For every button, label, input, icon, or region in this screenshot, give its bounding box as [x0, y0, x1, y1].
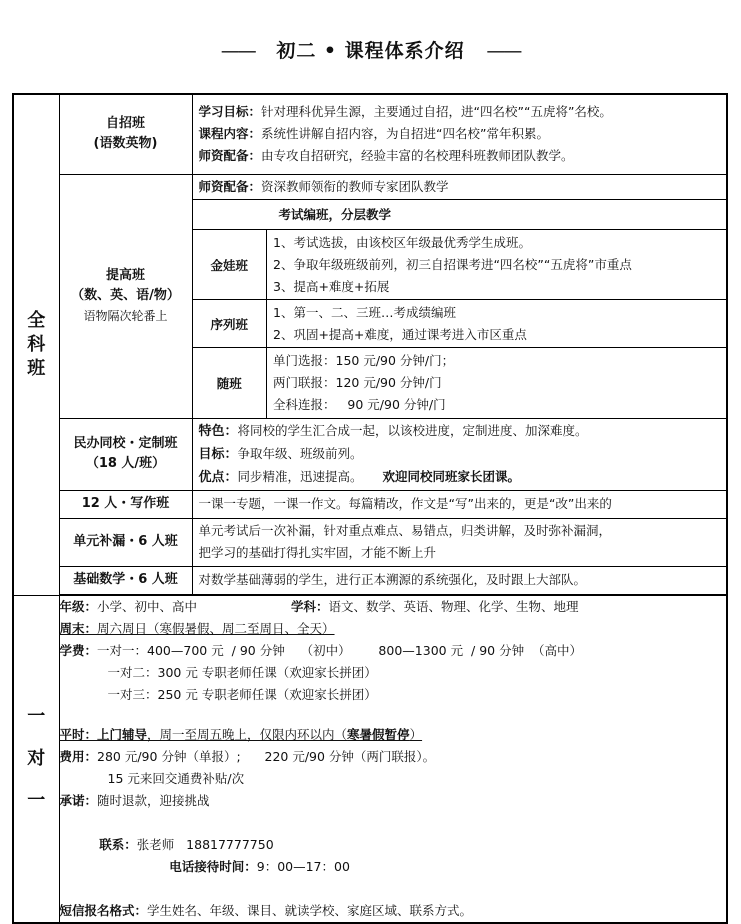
class-jichu: 基础数学・6 人班: [59, 566, 192, 595]
section-full: 全 科 班: [13, 94, 59, 595]
course-table: [12, 93, 728, 924]
title-dash-right: ——: [486, 40, 521, 62]
zizhao-details: 学习目标：针对理科优异生源，主要通过自招，进“四名校”“五虎将”名校。 课程内容：系统性讲解自招内容，为自招进“四名校”常年积累。 师资配备：由专攻自招研究，经验丰富的名校理科班教师团队教学。: [192, 94, 727, 174]
page-title: [0, 36, 741, 63]
danyuan-details: 单元考试后一次补漏，针对重点难点、易错点，归类讲解，及时弥补漏洞， 把学习的基础打得扎实牢固，才能不断上升: [192, 518, 727, 566]
class-zizhao: 自招班 (语数英物): [59, 94, 192, 174]
exam-line: 考试编班，分层教学: [278, 206, 392, 222]
class-danyuan: 单元补漏・6 人班: [59, 518, 192, 566]
tigao-details: 师资配备：资深教师领衔的教师专家团队教学 考试编班，分层教学 金娃班 1、考试选拔，由该校区年级最优秀学生成班。 2、争取年级班级前列，初三自招课考进“四名校”“五虎将”市重点 3、提高+难度+拓展 序列班 1、第一、二、三班…考成绩编班 2、巩固+提高+难度，通过课考进入市区重点 随班 单门选报：150 元/90 分钟/门； 两门联报：120 元/90 分钟/门 全科连报： 90 元/90 分钟/门: [192, 174, 727, 418]
title-dash-left: ——: [220, 40, 255, 62]
title-text: 初二 • 课程体系介绍: [276, 40, 465, 62]
minban-details: 特色：将同校的学生汇合成一起，以该校进度，定制进度、加深难度。 目标：争取年级、班级前列。 优点：同步精准，迅速提高。 欢迎同校同班家长团课。: [192, 418, 727, 490]
one-on-one-details: 年级：小学、初中、高中 学科：语文、数学、英语、物理、化学、生物、地理 周末：周六周日（寒假暑假、周二至周日、全天） 学费：一对一：400—700 元 / 90 分钟 （初中） 800—1300 元 / 90 分钟 （高中） 一对二：300 元 专职老师任课（欢迎家长拼团） 一对三：250 元 专职老师任课（欢迎家长拼团） 平时：上门辅导，周一至周五晚上，仅限内环以内（寒暑假暂停） 费用：280 元/90 分钟（单报）; 220 元/90 分钟（两门联报）。 15 元来回交通费补贴/次 承诺：随时退款，迎接挑战 联系：张老师 18817777750 电话接待时间：9：00—17：00 短信报名格式：学生姓名、年级、课目、就读学校、家庭区域、联系方式。: [59, 595, 727, 923]
subclass-xulie: 序列班: [193, 300, 267, 348]
subclass-jinwa: 金娃班: [193, 230, 267, 300]
xiezuo-details: 一课一专题，一课一作文。每篇精改，作文是“写”出来的，更是“改”出来的: [192, 490, 727, 518]
section-one-on-one: 一 对 一: [13, 595, 59, 923]
class-minban: 民办同校・定制班 （18 人/班）: [59, 418, 192, 490]
subclass-suiban: 随班: [193, 348, 267, 418]
jichu-details: 对数学基础薄弱的学生，进行正本溯源的系统强化，及时跟上大部队。: [192, 566, 727, 595]
class-tigao: 提高班 （数、英、语/物） 语物隔次轮番上: [59, 174, 192, 418]
class-xiezuo: 12 人・写作班: [59, 490, 192, 518]
